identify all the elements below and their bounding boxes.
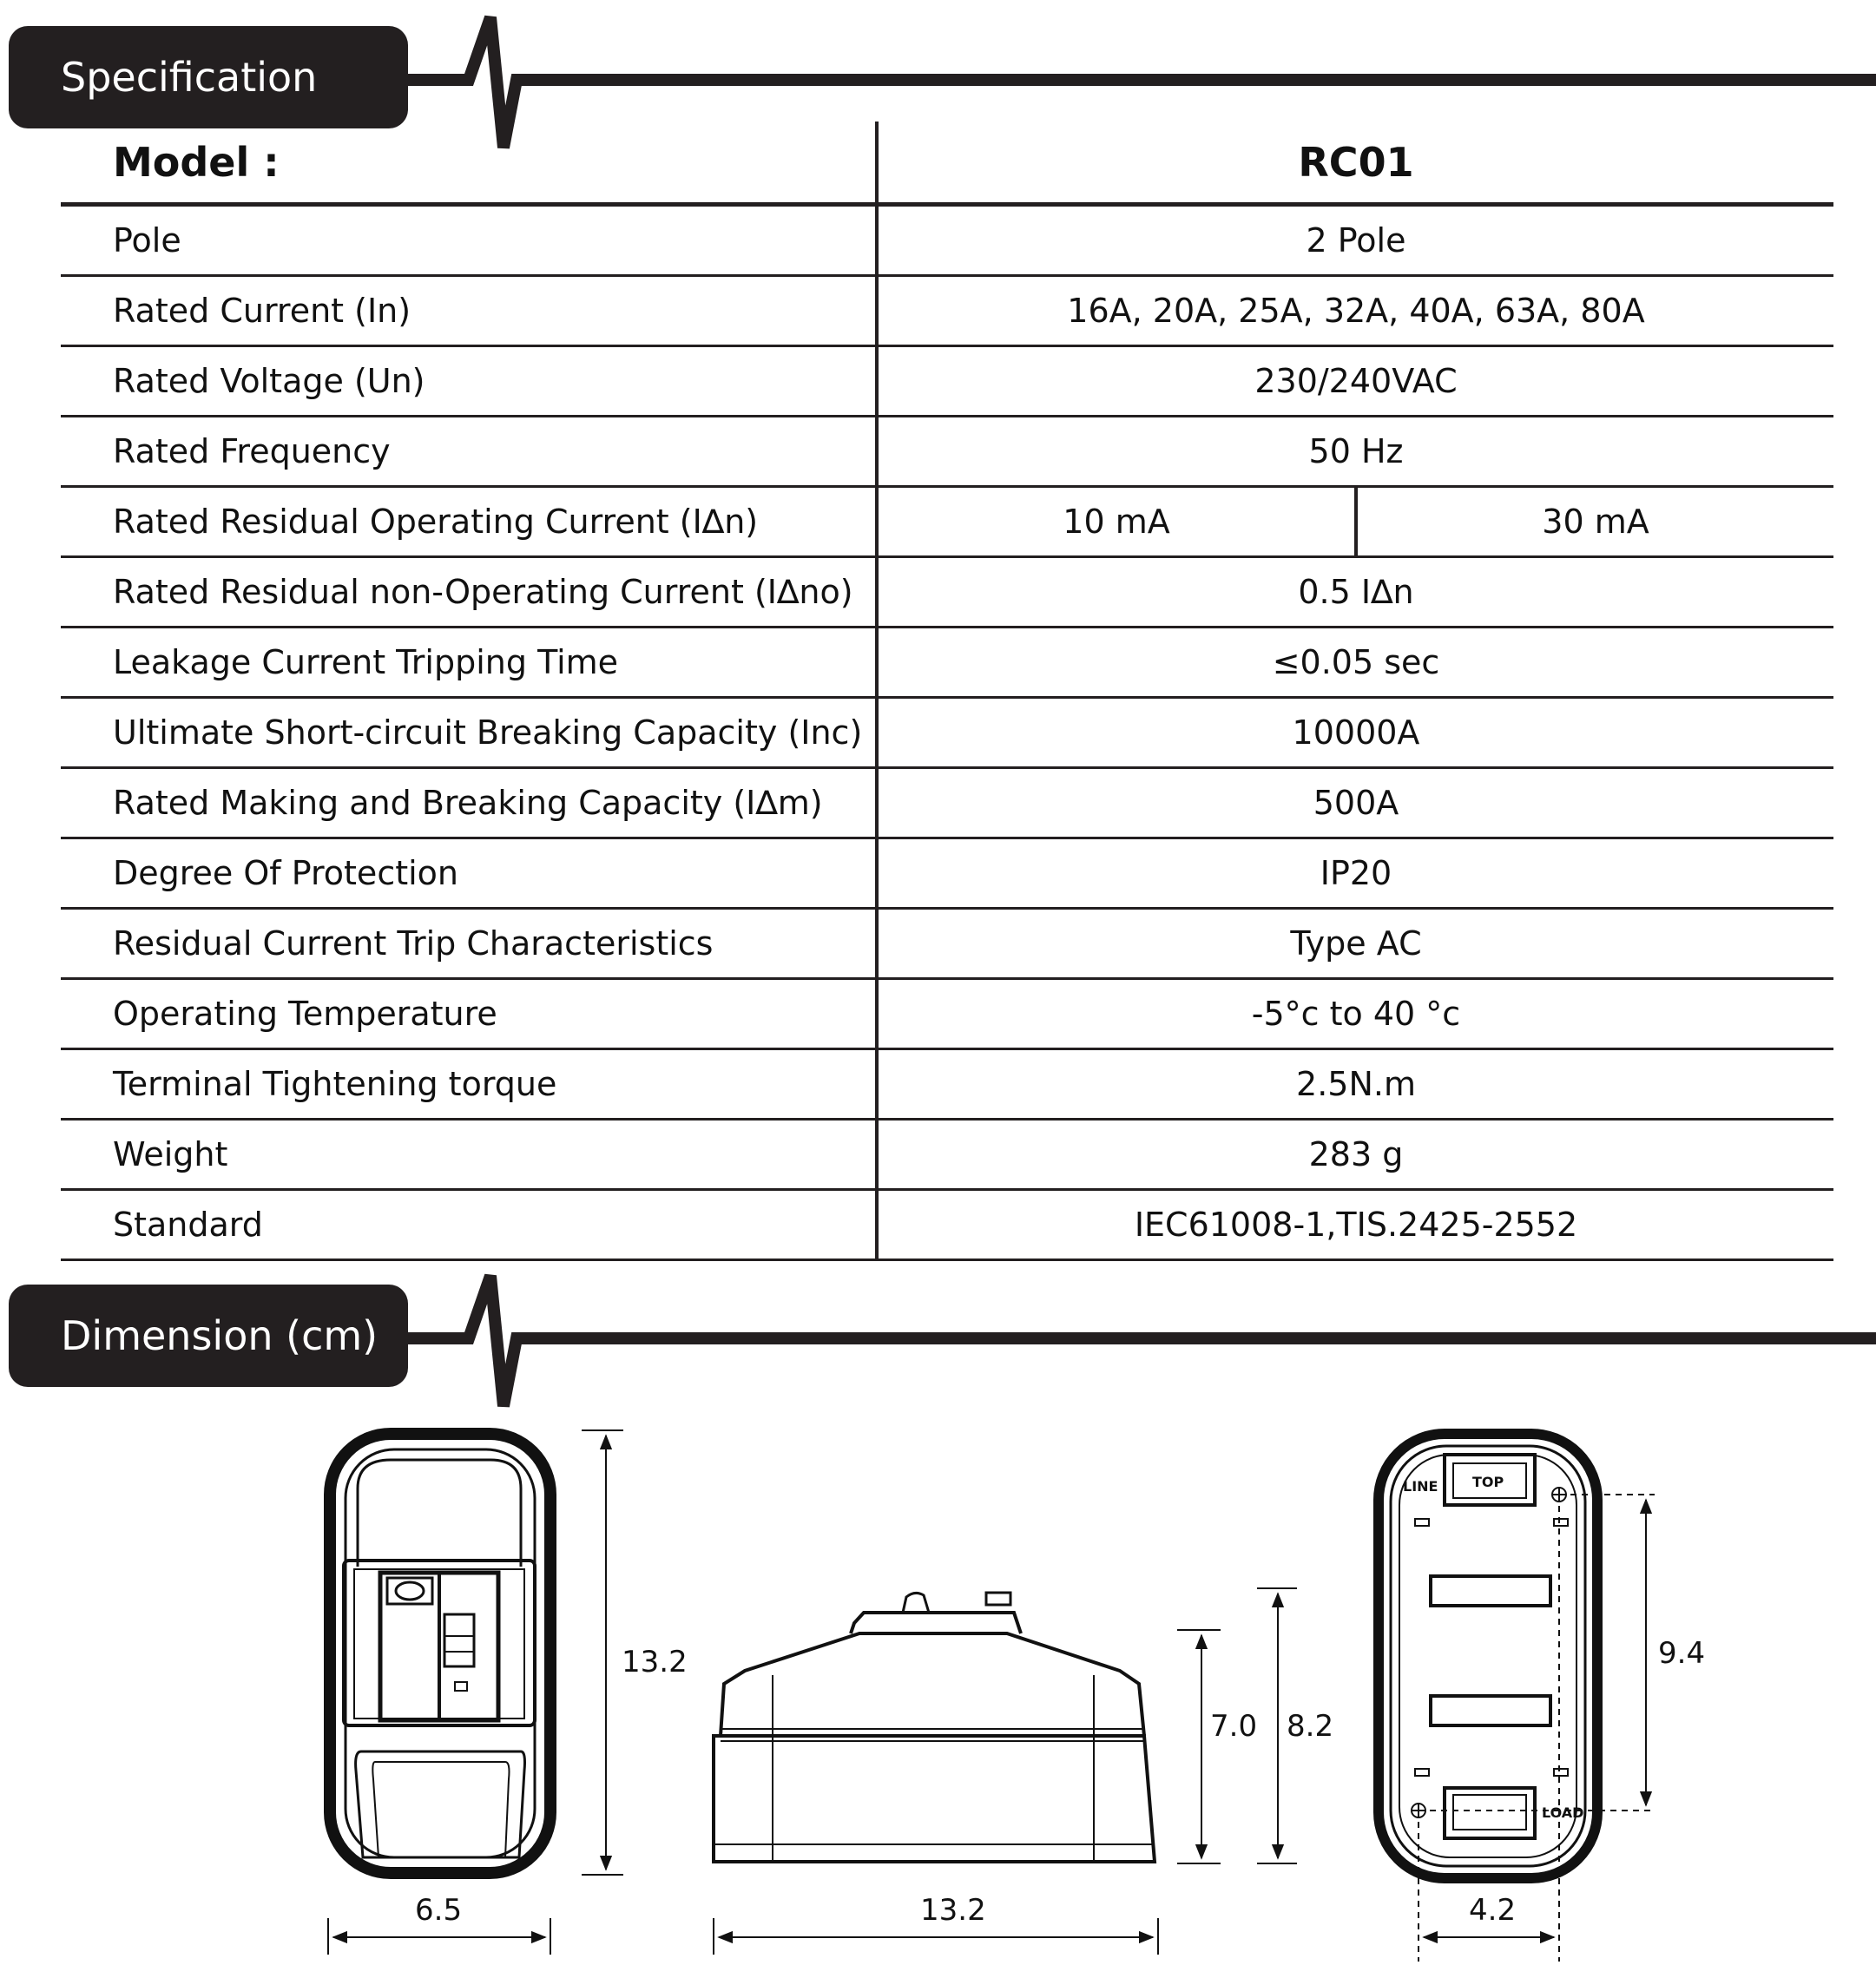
- row-label: Operating Temperature: [61, 979, 877, 1049]
- table-row: [61, 557, 1833, 628]
- row-label: Rated Frequency: [61, 417, 877, 487]
- front-height-label: 13.2: [622, 1645, 688, 1679]
- row-value: ≤0.05 sec: [877, 628, 1833, 698]
- back-mount-width-label: 4.2: [1469, 1893, 1517, 1928]
- top-label: TOP: [1472, 1474, 1504, 1490]
- row-value: IP20: [877, 838, 1833, 909]
- side-height-dimensions: [1177, 1588, 1333, 1863]
- side-height-body-label: 7.0: [1210, 1709, 1258, 1744]
- back-mount-height-dimension: [1646, 1500, 1705, 1805]
- table-row: [61, 1190, 1833, 1260]
- row-value-30ma: 30 mA: [1542, 503, 1649, 541]
- row-label: Degree Of Protection: [61, 838, 877, 909]
- row-value: IEC61008-1,TIS.2425-2552: [877, 1190, 1833, 1260]
- row-label: Leakage Current Tripping Time: [61, 628, 877, 698]
- table-row: [61, 768, 1833, 838]
- table-row: [61, 698, 1833, 768]
- row-label: Rated Residual non-Operating Current (I∆no): [61, 557, 877, 628]
- row-value: Type AC: [877, 909, 1833, 979]
- row-label: Rated Making and Breaking Capacity (I∆m): [61, 768, 877, 838]
- back-mount-height-label: 9.4: [1658, 1636, 1706, 1671]
- table-row: [61, 417, 1833, 487]
- specification-table: [61, 122, 1833, 1261]
- row-value: 0.5 I∆n: [877, 557, 1833, 628]
- table-row: [61, 487, 1833, 557]
- dimension-drawings: [0, 1406, 1876, 1965]
- dimension-banner: [9, 1285, 408, 1387]
- table-row: [61, 276, 1833, 346]
- table-row: [61, 1049, 1833, 1120]
- front-width-label: 6.5: [415, 1893, 463, 1928]
- dimension-title: Dimension (cm): [61, 1312, 378, 1359]
- row-value: 2 Pole: [877, 205, 1833, 276]
- row-label: Standard: [61, 1190, 877, 1260]
- table-row: [61, 838, 1833, 909]
- row-label: Residual Current Trip Characteristics: [61, 909, 877, 979]
- row-value: 500A: [877, 768, 1833, 838]
- table-row: [61, 205, 1833, 276]
- load-label: LOAD: [1542, 1804, 1584, 1821]
- row-value: 2.5N.m: [877, 1049, 1833, 1120]
- front-view: [330, 1434, 550, 1873]
- row-value-10ma: 10 mA: [879, 488, 1358, 555]
- specification-banner: [9, 26, 408, 128]
- row-value: 16A, 20A, 25A, 32A, 40A, 63A, 80A: [877, 276, 1833, 346]
- line-label: LINE: [1403, 1478, 1438, 1495]
- side-height-total-label: 8.2: [1287, 1709, 1334, 1744]
- side-width-dimension: [714, 1893, 1158, 1955]
- row-label: Terminal Tightening torque: [61, 1049, 877, 1120]
- row-value: 230/240VAC: [877, 346, 1833, 417]
- table-row: [61, 1120, 1833, 1190]
- model-value: RC01: [877, 122, 1833, 205]
- row-label: Rated Residual Operating Current (I∆n): [61, 487, 877, 557]
- table-header-row: [61, 122, 1833, 205]
- row-label: Pole: [61, 205, 877, 276]
- row-value: 10000A: [877, 698, 1833, 768]
- row-label: Weight: [61, 1120, 877, 1190]
- row-label: Rated Current (In): [61, 276, 877, 346]
- side-width-label: 13.2: [920, 1893, 986, 1928]
- back-mount-width-dimension: [1424, 1893, 1554, 1937]
- front-height-dimension: [582, 1430, 688, 1875]
- row-value-split: [877, 487, 1833, 557]
- table-row: [61, 979, 1833, 1049]
- side-view: [714, 1593, 1155, 1862]
- row-label: Ultimate Short-circuit Breaking Capacity (Inc): [61, 698, 877, 768]
- specification-title: Specification: [61, 54, 318, 101]
- model-label: Model :: [61, 122, 877, 205]
- table-row: [61, 628, 1833, 698]
- row-value: 50 Hz: [877, 417, 1833, 487]
- table-row: [61, 909, 1833, 979]
- back-view: [1379, 1434, 1655, 1962]
- row-value: -5°c to 40 °c: [877, 979, 1833, 1049]
- front-width-dimension: [328, 1893, 550, 1955]
- table-row: [61, 346, 1833, 417]
- row-value: 283 g: [877, 1120, 1833, 1190]
- row-label: Rated Voltage (Un): [61, 346, 877, 417]
